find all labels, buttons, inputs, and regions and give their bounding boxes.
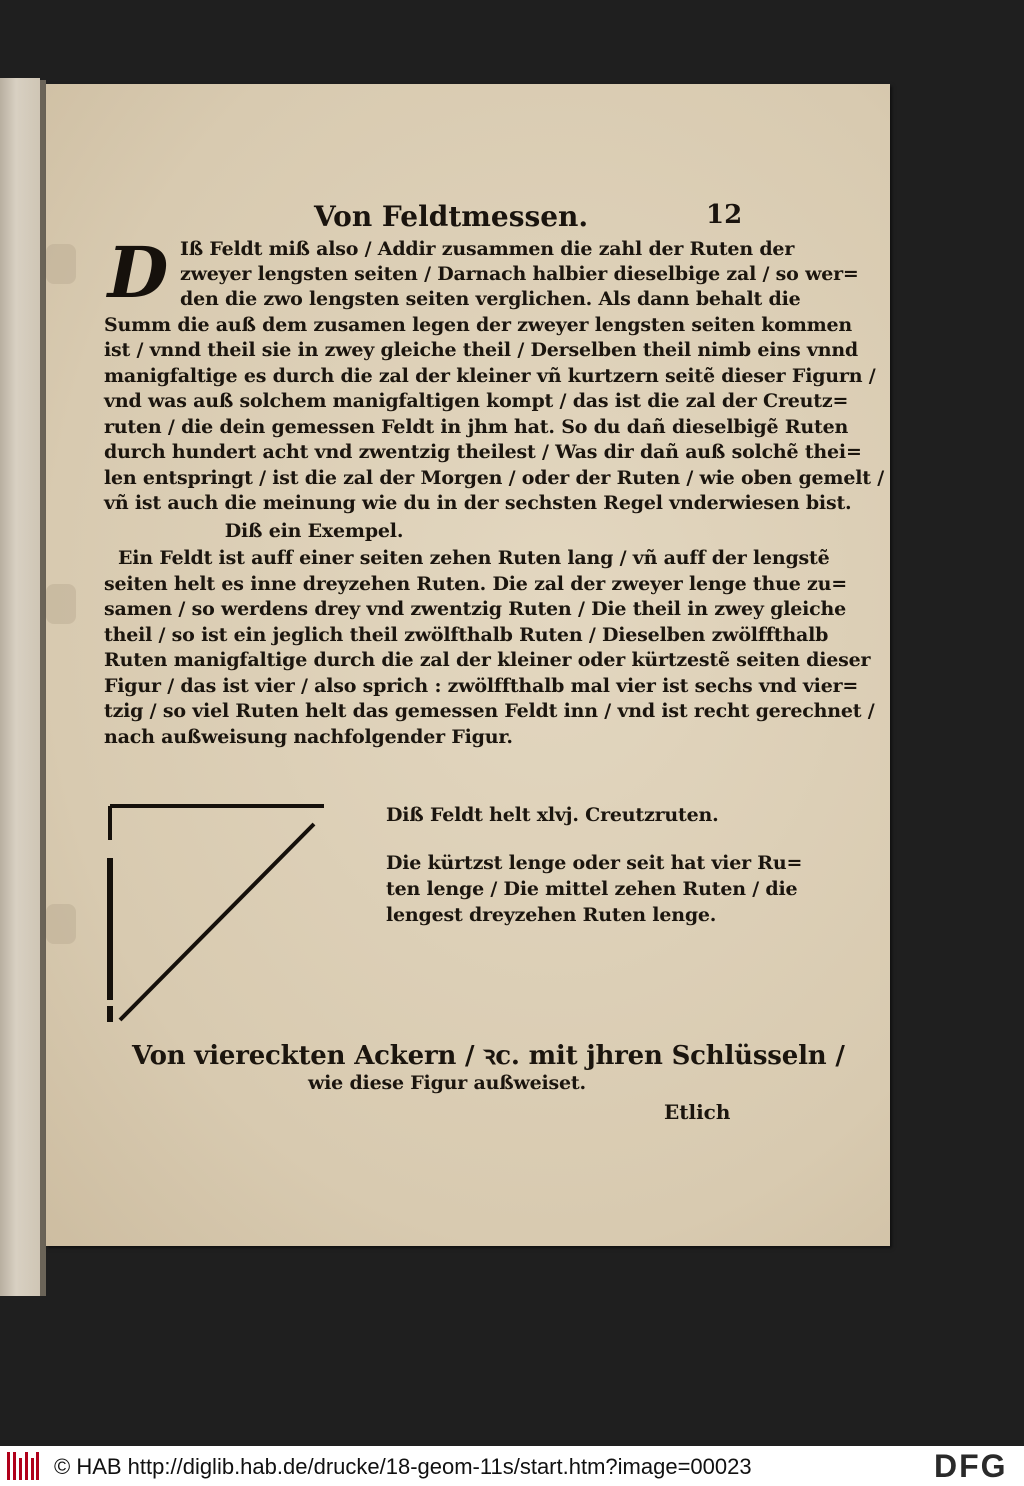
text-line: seiten helt es inne dreyzehen Ruten. Die zal der zweyer lenge thue zu= bbox=[104, 573, 847, 595]
text-line: samen / so werdens drey vnd zwentzig Ruten / Die theil in zwey gleiche bbox=[104, 598, 847, 620]
running-title: Von Feldtmessen. bbox=[314, 200, 589, 233]
page-header bbox=[46, 200, 890, 240]
text-line: Summ die auß dem zusamen legen der zweyer lengsten seiten kommen bbox=[104, 314, 852, 336]
show-through-mark bbox=[46, 584, 76, 624]
section-heading-subtitle: wie diese Figur außweiset. bbox=[308, 1072, 586, 1094]
figure-caption-line: Die kürtzst lenge oder seit hat vier Ru= bbox=[386, 852, 803, 874]
dfg-logo: DFG bbox=[934, 1448, 1008, 1484]
text-line: tzig / so viel Ruten helt das gemessen Feldt inn / vnd ist recht gerechnet / bbox=[104, 700, 875, 722]
example-heading: Diß ein Exempel. bbox=[224, 520, 404, 542]
show-through-mark bbox=[46, 904, 76, 944]
text-line: vnd was auß solchem manigfaltigen kompt / das ist die zal der Creutz= bbox=[104, 390, 849, 412]
section-heading-title: Von viereckten Ackern / ꝛc. mit jhren Schlüsseln / bbox=[132, 1041, 845, 1071]
figure-caption-title: Diß Feldt helt xlvj. Creutzruten. bbox=[386, 804, 719, 826]
text-line: vñ ist auch die meinung wie du in der sechsten Regel vnderwiesen bist. bbox=[104, 492, 852, 514]
text-line: theil / so ist ein jeglich theil zwölfthalb Ruten / Dieselben zwölffthalb bbox=[104, 624, 829, 646]
viewer-footer bbox=[0, 1446, 1024, 1486]
text-line: den die zwo lengsten seiten verglichen. Als dann behalt die bbox=[180, 288, 801, 310]
text-line: ruten / die dein gemessen Feldt in jhm hat. So du dañ dieselbigẽ Ruten bbox=[104, 416, 849, 438]
book-page bbox=[46, 84, 890, 1246]
text-line: manigfaltige es durch die zal der kleiner vñ kurtzern seitẽ dieser Figurn / bbox=[104, 365, 876, 387]
triangle-field-figure bbox=[102, 800, 332, 1030]
text-line: Ruten manigfaltige durch die zal der kleiner oder kürtzestẽ seiten dieser bbox=[104, 649, 871, 671]
show-through-mark bbox=[46, 244, 76, 284]
catchword: Etlich bbox=[664, 1100, 731, 1124]
drop-cap-initial: D bbox=[107, 231, 169, 314]
text-line: Iß Feldt miß also / Addir zusammen die zahl der Ruten der bbox=[180, 238, 795, 260]
text-line: zweyer lengsten seiten / Darnach halbier dieselbige zal / so wer= bbox=[180, 263, 859, 285]
text-line: Ein Feldt ist auff einer seiten zehen Ruten lang / vñ auff der lengstẽ bbox=[118, 547, 830, 569]
text-line: ist / vnnd theil sie in zwey gleiche theil / Derselben theil nimb eins vnnd bbox=[104, 339, 859, 361]
page-number: 12 bbox=[706, 200, 743, 230]
hab-logo-icon bbox=[6, 1450, 40, 1482]
text-line: Figur / das ist vier / also sprich : zwölffthalb mal vier ist sechs vnd vier= bbox=[104, 675, 859, 697]
text-line: nach außweisung nachfolgender Figur. bbox=[104, 726, 513, 748]
text-line: durch hundert acht vnd zwentzig theilest / Was dir dañ auß solchẽ thei= bbox=[104, 441, 862, 463]
figure-caption-line: lengest dreyzehen Ruten lenge. bbox=[386, 904, 717, 926]
figure-caption-line: ten lenge / Die mittel zehen Ruten / die bbox=[386, 878, 798, 900]
source-link[interactable]: © HAB http://diglib.hab.de/drucke/18-geom-11s/start.htm?image=00023 bbox=[54, 1454, 752, 1479]
facing-page-edge bbox=[0, 78, 40, 1296]
figure-hypotenuse bbox=[120, 824, 314, 1020]
text-line: len entspringt / ist die zal der Morgen / oder der Ruten / wie oben gemelt / bbox=[104, 467, 884, 489]
